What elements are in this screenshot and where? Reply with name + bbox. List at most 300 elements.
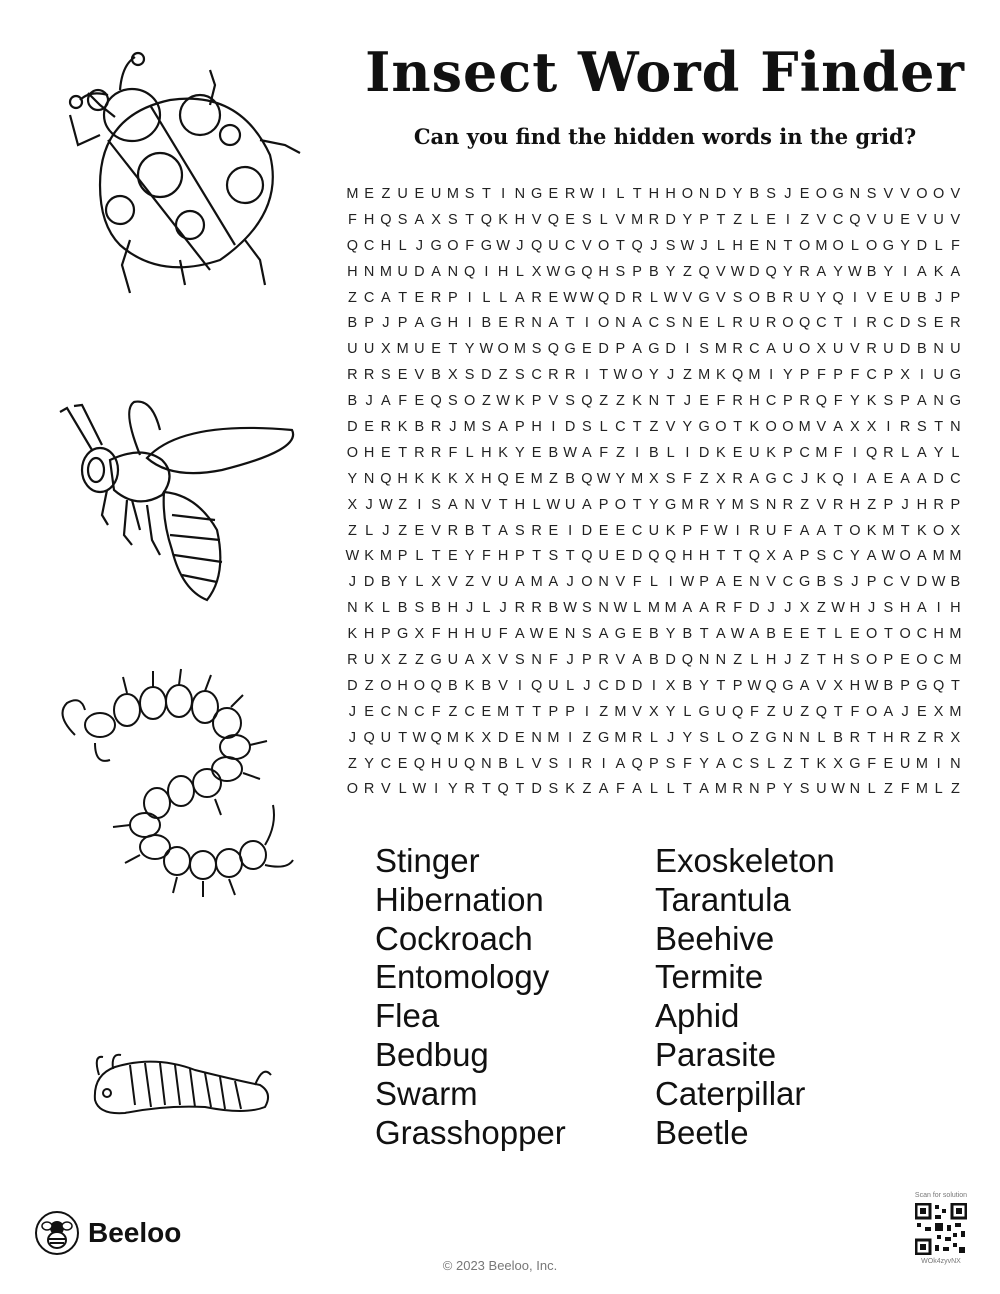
grid-letter: R (564, 367, 576, 384)
grid-letter: Q (581, 470, 593, 487)
grid-letter: O (681, 186, 694, 202)
grid-letter: N (765, 237, 777, 254)
grid-letter: F (850, 367, 860, 384)
grid-letter: K (364, 600, 374, 617)
grid-letter: M (631, 211, 644, 228)
grid-letter: J (667, 367, 675, 384)
grid-letter: R (514, 315, 526, 332)
grid-letter: P (799, 367, 810, 384)
grid-letter: U (749, 315, 760, 332)
grid-letter: I (517, 677, 522, 694)
grid-letter: D (899, 341, 911, 358)
grid-letter: M (530, 470, 543, 487)
grid-letter: U (899, 289, 911, 306)
grid-letter: H (648, 186, 660, 202)
grid-letter: C (883, 315, 894, 332)
grid-letter: P (582, 652, 592, 669)
grid-letter: S (917, 419, 927, 436)
grid-letter: M (513, 341, 526, 358)
grid-letter: Z (682, 263, 692, 280)
grid-letter: E (364, 419, 374, 436)
grid-letter: Q (765, 677, 777, 694)
grid-letter: L (716, 315, 725, 332)
word-list-item: Beetle (655, 1113, 749, 1151)
grid-letter: Z (448, 703, 458, 720)
grid-letter: A (917, 600, 927, 617)
grid-letter: X (665, 677, 676, 694)
grid-letter: A (632, 781, 642, 798)
grid-letter: Q (380, 470, 392, 487)
grid-letter: Z (347, 522, 357, 539)
grid-letter: W (831, 600, 845, 617)
grid-letter: M (614, 703, 627, 720)
grid-letter: C (765, 393, 777, 410)
grid-letter: H (849, 496, 861, 513)
grid-letter: G (782, 677, 794, 694)
grid-letter: E (414, 522, 425, 539)
grid-letter: T (833, 703, 843, 720)
grid-letter: L (566, 677, 575, 694)
grid-letter: H (363, 444, 375, 461)
grid-letter: Z (615, 393, 625, 410)
grid-letter: O (597, 237, 610, 254)
grid-letter: E (364, 186, 374, 202)
grid-letter: B (950, 574, 961, 591)
grid-letter: L (683, 703, 692, 720)
grid-letter: P (649, 755, 659, 772)
grid-letter: M (882, 522, 895, 539)
grid-letter: E (900, 652, 910, 669)
grid-letter: C (615, 419, 626, 436)
copyright: © 2023 Beeloo, Inc. (442, 1258, 558, 1273)
grid-letter: A (716, 755, 726, 772)
grid-letter: K (665, 522, 676, 539)
grid-letter: Q (363, 729, 375, 746)
grid-letter: U (564, 496, 576, 513)
grid-letter: Q (413, 755, 426, 772)
grid-letter: Y (699, 755, 709, 772)
grid-letter: G (430, 237, 442, 254)
grid-letter: T (833, 315, 843, 332)
grid-letter: D (497, 729, 509, 746)
grid-letter: B (649, 652, 659, 669)
grid-letter: A (799, 522, 810, 539)
grid-letter: A (699, 781, 709, 798)
grid-letter: S (397, 211, 408, 228)
grid-letter: H (481, 470, 492, 487)
grid-letter: W (596, 470, 611, 487)
grid-letter: Z (867, 496, 877, 513)
grid-letter: S (883, 393, 894, 410)
grid-letter: R (765, 315, 777, 332)
grid-letter: L (499, 289, 508, 306)
grid-letter: J (784, 186, 792, 202)
grid-letter: T (716, 677, 726, 694)
grid-letter: E (364, 703, 374, 720)
grid-letter: R (899, 729, 911, 746)
grid-letter: K (364, 548, 374, 565)
grid-letter: F (448, 444, 458, 461)
grid-letter: T (632, 419, 642, 436)
grid-letter: R (531, 600, 542, 617)
grid-letter: O (413, 677, 426, 694)
grid-letter: C (782, 574, 794, 591)
grid-letter: E (397, 755, 408, 772)
grid-letter: X (950, 522, 961, 539)
grid-letter: Y (850, 548, 860, 565)
grid-letter: T (431, 548, 441, 565)
grid-letter: Q (463, 755, 476, 772)
grid-letter: S (766, 186, 776, 202)
grid-letter: P (682, 522, 693, 539)
grid-letter: K (464, 729, 475, 746)
grid-letter: V (431, 522, 441, 539)
grid-letter: A (632, 341, 642, 358)
grid-letter: C (866, 367, 877, 384)
grid-letter: H (765, 652, 777, 669)
grid-letter: S (582, 600, 592, 617)
grid-letter: E (917, 703, 927, 720)
grid-letter: R (950, 315, 961, 332)
grid-letter: D (665, 211, 676, 228)
grid-letter: W (496, 237, 510, 254)
grid-letter: A (866, 548, 877, 565)
grid-letter: I (903, 263, 908, 280)
grid-letter: S (665, 470, 676, 487)
grid-letter: W (479, 341, 494, 358)
grid-letter: U (648, 522, 660, 539)
grid-letter: S (515, 367, 525, 384)
grid-letter: V (850, 341, 860, 358)
grid-letter: A (515, 626, 525, 643)
grid-letter: C (363, 237, 375, 254)
grid-letter: Q (547, 341, 560, 358)
grid-letter: O (463, 393, 476, 410)
grid-letter: D (631, 548, 643, 565)
grid-letter: Q (530, 237, 543, 254)
grid-letter: R (883, 444, 894, 461)
grid-letter: A (900, 470, 910, 487)
grid-letter: I (635, 444, 640, 461)
grid-letter: Y (783, 781, 793, 798)
grid-letter: V (766, 574, 776, 591)
grid-letter: A (682, 600, 693, 617)
grid-letter: A (515, 289, 525, 306)
grid-letter: C (916, 626, 928, 643)
qr-code[interactable] (915, 1203, 967, 1255)
grid-letter: D (347, 677, 358, 694)
grid-letter: B (381, 574, 391, 591)
grid-letter: W (864, 677, 879, 694)
grid-letter: T (599, 367, 609, 384)
grid-letter: U (497, 574, 509, 591)
grid-letter: H (665, 186, 676, 202)
grid-letter: N (531, 315, 542, 332)
page-title: Insect Word Finder (365, 40, 965, 104)
grid-letter: P (900, 393, 910, 410)
grid-letter: I (936, 600, 941, 617)
grid-letter: L (398, 781, 407, 798)
grid-letter: G (916, 677, 928, 694)
grid-letter: I (651, 677, 656, 694)
grid-letter: P (531, 393, 542, 410)
grid-letter: Q (664, 548, 677, 565)
grid-row (344, 726, 964, 752)
grid-letter: W (730, 626, 745, 643)
grid-letter: R (598, 652, 609, 669)
grid-row (344, 467, 964, 493)
grid-letter: B (649, 263, 659, 280)
grid-letter: R (832, 496, 844, 513)
grid-letter: Q (798, 315, 811, 332)
page-subtitle: Can you find the hidden words in the grid? (413, 124, 917, 149)
grid-letter: X (381, 652, 391, 669)
grid-letter: C (782, 470, 794, 487)
grid-letter: Z (800, 652, 810, 669)
grid-letter: M (915, 781, 928, 798)
grid-letter: R (782, 289, 794, 306)
grid-letter: F (850, 703, 860, 720)
grid-letter: D (665, 652, 676, 669)
grid-letter: L (649, 574, 658, 591)
grid-letter: F (465, 237, 475, 254)
grid-letter: I (936, 755, 941, 772)
grid-letter: X (448, 367, 458, 384)
grid-letter: R (933, 729, 944, 746)
grid-letter: N (598, 574, 609, 591)
grid-letter: L (817, 729, 826, 746)
grid-letter: I (501, 186, 506, 202)
grid-letter: I (467, 315, 472, 332)
grid-letter: X (431, 211, 441, 228)
grid-letter: H (732, 237, 743, 254)
grid-letter: F (833, 393, 843, 410)
grid-letter: M (631, 470, 644, 487)
grid-letter: Z (465, 574, 475, 591)
grid-letter: S (615, 263, 626, 280)
grid-letter: I (584, 367, 589, 384)
grid-letter: O (798, 237, 811, 254)
grid-letter: F (699, 522, 709, 539)
grid-letter: U (715, 703, 727, 720)
grid-letter: T (515, 703, 525, 720)
grid-letter: L (599, 211, 608, 228)
grid-letter: A (766, 341, 776, 358)
grid-letter: R (799, 263, 810, 280)
grid-letter: C (832, 548, 844, 565)
grid-letter: F (682, 755, 692, 772)
grid-letter: E (783, 626, 793, 643)
grid-letter: V (531, 211, 542, 228)
grid-letter: T (699, 626, 709, 643)
grid-row (344, 208, 964, 234)
grid-row (344, 570, 964, 596)
grid-letter: I (568, 755, 573, 772)
grid-letter: A (615, 755, 626, 772)
grid-letter: D (916, 237, 928, 254)
grid-letter: D (631, 677, 643, 694)
grid-letter: H (363, 211, 375, 228)
grid-letter: M (346, 186, 359, 202)
grid-letter: O (865, 237, 878, 254)
grid-letter: B (464, 522, 475, 539)
grid-letter: K (414, 470, 425, 487)
grid-letter: X (900, 367, 910, 384)
grid-letter: V (716, 289, 726, 306)
grid-letter: S (548, 755, 559, 772)
grid-letter: C (564, 237, 576, 254)
grid-letter: J (449, 419, 457, 436)
grid-letter: G (882, 237, 895, 254)
grid-letter: B (883, 677, 894, 694)
grid-letter: D (665, 341, 676, 358)
grid-letter: G (597, 729, 610, 746)
grid-letter: C (832, 211, 844, 228)
grid-letter: H (514, 496, 526, 513)
grid-letter: W (613, 367, 628, 384)
grid-letter: N (782, 729, 794, 746)
grid-letter: N (481, 755, 492, 772)
grid-letter: W (663, 289, 678, 306)
centipede-illustration (55, 665, 295, 925)
grid-letter: M (815, 237, 828, 254)
grid-letter: Q (497, 781, 509, 798)
grid-letter: D (581, 522, 593, 539)
grid-letter: I (685, 444, 690, 461)
grid-letter: Z (682, 367, 692, 384)
grid-letter: U (548, 237, 559, 254)
grid-letter: Y (699, 677, 709, 694)
grid-letter: W (931, 574, 946, 591)
grid-letter: R (698, 496, 710, 513)
grid-letter: I (852, 315, 857, 332)
grid-letter: G (564, 341, 576, 358)
grid-letter: B (649, 444, 659, 461)
grid-letter: L (465, 444, 474, 461)
grid-letter: P (883, 496, 894, 513)
grid-letter: T (816, 626, 826, 643)
grid-letter: J (499, 600, 507, 617)
grid-letter: Y (649, 496, 659, 513)
grid-letter: H (380, 237, 392, 254)
grid-letter: I (852, 470, 857, 487)
grid-letter: W (496, 393, 510, 410)
grid-letter: A (833, 419, 843, 436)
grid-letter: U (950, 341, 961, 358)
grid-letter: V (582, 237, 592, 254)
grid-letter: A (883, 703, 894, 720)
grid-letter: S (699, 729, 709, 746)
grid-letter: V (632, 703, 642, 720)
grid-letter: R (933, 496, 944, 513)
grid-letter: A (950, 263, 961, 280)
grid-letter: O (380, 677, 392, 694)
grid-letter: T (800, 755, 810, 772)
grid-letter: F (950, 237, 960, 254)
grid-letter: S (565, 393, 575, 410)
word-list-item: Hibernation (375, 880, 544, 918)
word-list-item: Bedbug (375, 1035, 489, 1073)
grid-letter: R (430, 444, 442, 461)
grid-letter: F (599, 444, 609, 461)
grid-letter: O (731, 729, 744, 746)
grid-letter: V (531, 755, 542, 772)
grid-letter: G (614, 626, 627, 643)
grid-letter: B (448, 677, 458, 694)
grid-letter: J (935, 289, 943, 306)
grid-letter: M (714, 781, 727, 798)
word-list-item: Swarm (375, 1074, 478, 1112)
grid-letter: L (934, 237, 943, 254)
grid-letter: V (682, 289, 693, 306)
grid-letter: Y (649, 367, 659, 384)
grid-row (344, 648, 964, 674)
grid-letter: V (498, 652, 508, 669)
grid-letter: W (546, 496, 561, 513)
grid-letter: E (481, 703, 492, 720)
grid-letter: R (514, 600, 526, 617)
grid-letter: Y (816, 289, 827, 306)
grid-letter: P (799, 548, 810, 565)
grid-row (344, 234, 964, 260)
grid-letter: J (901, 703, 909, 720)
grid-letter: R (631, 729, 643, 746)
grid-letter: N (347, 600, 358, 617)
grid-row (344, 700, 964, 726)
grid-letter: Q (597, 289, 610, 306)
grid-letter: R (849, 729, 861, 746)
grid-letter: E (632, 626, 642, 643)
grid-letter: W (529, 626, 544, 643)
grid-letter: Y (347, 470, 358, 487)
grid-letter: E (414, 393, 425, 410)
grid-letter: R (363, 781, 375, 798)
grid-letter: S (464, 186, 475, 202)
grid-letter: U (481, 626, 492, 643)
grid-letter: E (850, 626, 860, 643)
grid-letter: K (464, 677, 475, 694)
grid-letter: Z (733, 652, 743, 669)
grid-letter: N (765, 496, 777, 513)
grid-letter: T (816, 652, 826, 669)
grid-letter: Z (950, 781, 960, 798)
grid-letter: M (647, 600, 660, 617)
grid-letter: J (566, 574, 574, 591)
grid-letter: J (566, 652, 574, 669)
grid-letter: P (883, 367, 894, 384)
grid-letter: N (749, 574, 760, 591)
grid-letter: A (498, 419, 508, 436)
grid-letter: Y (783, 263, 793, 280)
grid-letter: Q (581, 393, 593, 410)
grid-letter: J (382, 315, 390, 332)
grid-letter: A (917, 548, 927, 565)
grid-letter: Q (698, 263, 710, 280)
grid-letter: Q (648, 548, 660, 565)
grid-letter: T (783, 237, 793, 254)
grid-letter: R (631, 289, 643, 306)
grid-letter: L (482, 289, 491, 306)
grid-letter: K (716, 444, 726, 461)
grid-letter: Q (581, 548, 593, 565)
grid-letter: Y (732, 186, 743, 202)
grid-letter: P (699, 574, 709, 591)
grid-letter: J (767, 600, 775, 617)
grid-letter: M (614, 729, 627, 746)
grid-letter: E (498, 315, 508, 332)
grid-letter: N (531, 729, 542, 746)
grid-letter: L (901, 444, 910, 461)
